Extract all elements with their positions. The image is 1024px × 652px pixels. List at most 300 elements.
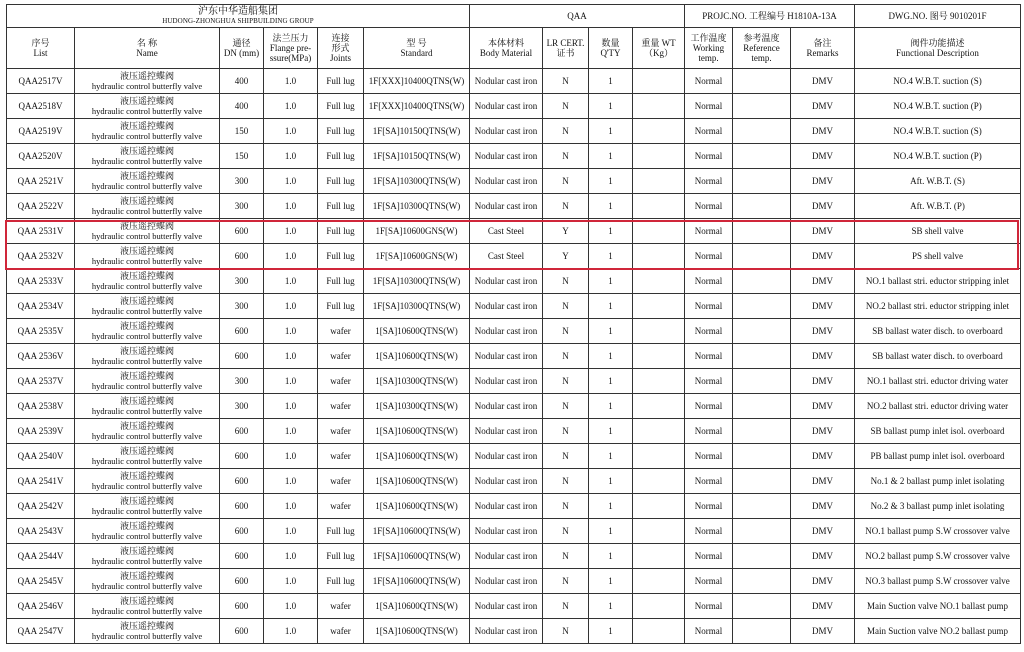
joint-type-cell: wafer	[318, 344, 364, 369]
reference-temp-cell	[733, 294, 791, 319]
list-number-cell: QAA 2535V	[7, 319, 75, 344]
valve-name-cn: 液压遥控蝶阀	[119, 446, 174, 456]
working-temp-cell: Normal	[685, 394, 733, 419]
quantity-cell: 1	[589, 244, 633, 269]
joint-type-cell: Full lug	[318, 94, 364, 119]
standard-cell: 1F[SA]10600QTNS(W)	[364, 519, 470, 544]
table-row	[7, 469, 1021, 494]
lr-cert-cell: N	[543, 419, 589, 444]
flange-pressure-cell: 1.0	[264, 94, 318, 119]
diameter-cell: 400	[220, 94, 264, 119]
lr-cert-cell: N	[543, 369, 589, 394]
weight-cell	[633, 144, 685, 169]
lr-cert-cell: N	[543, 544, 589, 569]
standard-cell: 1[SA]10600QTNS(W)	[364, 444, 470, 469]
working-temp-cell: Normal	[685, 369, 733, 394]
working-temp-cell: Normal	[685, 119, 733, 144]
valve-name-en: hydraulic control butterfly valve	[91, 481, 203, 491]
valve-name-cn: 液压遥控蝶阀	[119, 546, 174, 556]
flange-pressure-cell: 1.0	[264, 444, 318, 469]
remarks-cell: DMV	[791, 369, 855, 394]
working-temp-cell: Normal	[685, 444, 733, 469]
diameter-cell: 600	[220, 569, 264, 594]
lr-cert-cell: N	[543, 594, 589, 619]
body-material-cell: Nodular cast iron	[470, 469, 543, 494]
reference-temp-cell	[733, 544, 791, 569]
working-temp-cell: Normal	[685, 69, 733, 94]
weight-cell	[633, 519, 685, 544]
body-material-cell: Nodular cast iron	[470, 69, 543, 94]
remarks-cell: DMV	[791, 219, 855, 244]
body-material-cell: Nodular cast iron	[470, 94, 543, 119]
quantity-cell: 1	[589, 394, 633, 419]
reference-temp-cell	[733, 219, 791, 244]
reference-temp-cell	[733, 444, 791, 469]
standard-cell: 1F[SA]10600QTNS(W)	[364, 569, 470, 594]
list-number-cell: QAA 2522V	[7, 194, 75, 219]
valve-name-cell	[75, 394, 220, 419]
body-material-cell: Nodular cast iron	[470, 369, 543, 394]
standard-cell: 1[SA]10600QTNS(W)	[364, 319, 470, 344]
list-number-cell: QAA 2533V	[7, 269, 75, 294]
lr-cert-cell: N	[543, 394, 589, 419]
joint-type-cell: Full lug	[318, 544, 364, 569]
list-number-cell: QAA 2521V	[7, 169, 75, 194]
column-header-label: Name	[136, 48, 158, 58]
standard-cell: 1[SA]10600QTNS(W)	[364, 344, 470, 369]
column-header-label: 名 称	[136, 38, 158, 48]
column-header-label: Functional Description	[896, 48, 979, 58]
joint-type-cell: Full lug	[318, 119, 364, 144]
column-header	[685, 28, 733, 69]
working-temp-cell: Normal	[685, 519, 733, 544]
column-header-label: List	[33, 48, 48, 58]
column-header-label: DN (mm)	[223, 48, 260, 58]
column-header-label: 本体材料	[487, 38, 524, 48]
valve-name-cell	[75, 369, 220, 394]
body-material-cell: Nodular cast iron	[470, 194, 543, 219]
flange-pressure-cell: 1.0	[264, 419, 318, 444]
column-header	[791, 28, 855, 69]
valve-name-cn: 液压遥控蝶阀	[119, 521, 174, 531]
column-header	[543, 28, 589, 69]
function-description-cell: Main Suction valve NO.1 ballast pump	[855, 594, 1021, 619]
column-header	[220, 28, 264, 69]
lr-cert-cell: N	[543, 294, 589, 319]
column-header-label: LR CERT.	[546, 38, 585, 48]
flange-pressure-cell: 1.0	[264, 194, 318, 219]
joint-type-cell: wafer	[318, 369, 364, 394]
table-row	[7, 169, 1021, 194]
standard-cell: 1F[SA]10300QTNS(W)	[364, 169, 470, 194]
weight-cell	[633, 444, 685, 469]
table-row	[7, 344, 1021, 369]
column-header-label: Working	[692, 43, 725, 53]
column-header-label: 证书	[556, 48, 575, 58]
standard-cell: 1[SA]10600QTNS(W)	[364, 419, 470, 444]
table-row	[7, 544, 1021, 569]
column-header-label: 工作温度	[690, 33, 727, 43]
list-number-cell: QAA 2536V	[7, 344, 75, 369]
valve-name-cell	[75, 219, 220, 244]
remarks-cell: DMV	[791, 94, 855, 119]
flange-pressure-cell: 1.0	[264, 619, 318, 644]
column-header-label: 形式	[331, 43, 350, 53]
joint-type-cell: Full lug	[318, 219, 364, 244]
quantity-cell: 1	[589, 419, 633, 444]
valve-name-cell	[75, 419, 220, 444]
reference-temp-cell	[733, 94, 791, 119]
quantity-cell: 1	[589, 494, 633, 519]
table-row	[7, 269, 1021, 294]
body-material-cell: Nodular cast iron	[470, 294, 543, 319]
flange-pressure-cell: 1.0	[264, 244, 318, 269]
column-header-label: Body Material	[479, 48, 533, 58]
reference-temp-cell	[733, 569, 791, 594]
valve-name-cn: 液压遥控蝶阀	[119, 596, 174, 606]
column-header	[470, 28, 543, 69]
weight-cell	[633, 119, 685, 144]
lr-cert-cell: N	[543, 169, 589, 194]
diameter-cell: 600	[220, 619, 264, 644]
function-description-cell: PS shell valve	[855, 244, 1021, 269]
reference-temp-cell	[733, 169, 791, 194]
body-material-cell: Nodular cast iron	[470, 444, 543, 469]
system-code: QAA	[470, 5, 685, 28]
quantity-cell: 1	[589, 619, 633, 644]
flange-pressure-cell: 1.0	[264, 469, 318, 494]
valve-name-cell	[75, 544, 220, 569]
table-row	[7, 569, 1021, 594]
diameter-cell: 150	[220, 144, 264, 169]
joint-type-cell: Full lug	[318, 144, 364, 169]
list-number-cell: QAA 2547V	[7, 619, 75, 644]
column-header-label: ssure(MPa)	[269, 53, 312, 63]
quantity-cell: 1	[589, 544, 633, 569]
flange-pressure-cell: 1.0	[264, 369, 318, 394]
function-description-cell: Aft. W.B.T. (P)	[855, 194, 1021, 219]
reference-temp-cell	[733, 519, 791, 544]
valve-name-cell	[75, 344, 220, 369]
valve-name-en: hydraulic control butterfly valve	[91, 356, 203, 366]
quantity-cell: 1	[589, 219, 633, 244]
valve-name-cn: 液压遥控蝶阀	[119, 246, 174, 256]
function-description-cell: NO.3 ballast pump S.W crossover valve	[855, 569, 1021, 594]
function-description-cell: No.1 & 2 ballast pump inlet isolating	[855, 469, 1021, 494]
reference-temp-cell	[733, 244, 791, 269]
list-number-cell: QAA 2543V	[7, 519, 75, 544]
valve-name-en: hydraulic control butterfly valve	[91, 456, 203, 466]
lr-cert-cell: N	[543, 269, 589, 294]
valve-name-cell	[75, 619, 220, 644]
function-description-cell: NO.1 ballast stri. eductor stripping inlet	[855, 269, 1021, 294]
reference-temp-cell	[733, 419, 791, 444]
valve-list-table	[6, 4, 1021, 644]
function-description-cell: Main Suction valve NO.2 ballast pump	[855, 619, 1021, 644]
standard-cell: 1F[SA]10150QTNS(W)	[364, 119, 470, 144]
working-temp-cell: Normal	[685, 319, 733, 344]
table-row	[7, 144, 1021, 169]
valve-name-en: hydraulic control butterfly valve	[91, 156, 203, 166]
quantity-cell: 1	[589, 269, 633, 294]
reference-temp-cell	[733, 344, 791, 369]
diameter-cell: 600	[220, 469, 264, 494]
standard-cell: 1[SA]10300QTNS(W)	[364, 369, 470, 394]
diameter-cell: 600	[220, 594, 264, 619]
reference-temp-cell	[733, 144, 791, 169]
valve-name-cell	[75, 594, 220, 619]
valve-name-en: hydraulic control butterfly valve	[91, 231, 203, 241]
quantity-cell: 1	[589, 369, 633, 394]
standard-cell: 1[SA]10600QTNS(W)	[364, 494, 470, 519]
working-temp-cell: Normal	[685, 169, 733, 194]
lr-cert-cell: N	[543, 569, 589, 594]
valve-name-cell	[75, 94, 220, 119]
valve-name-cell	[75, 194, 220, 219]
column-header	[855, 28, 1021, 69]
valve-name-en: hydraulic control butterfly valve	[91, 81, 203, 91]
quantity-cell: 1	[589, 469, 633, 494]
function-description-cell: SB ballast pump inlet isol. overboard	[855, 419, 1021, 444]
joint-type-cell: wafer	[318, 619, 364, 644]
quantity-cell: 1	[589, 294, 633, 319]
weight-cell	[633, 69, 685, 94]
valve-name-cell	[75, 144, 220, 169]
body-material-cell: Nodular cast iron	[470, 169, 543, 194]
standard-cell: 1F[SA]10600GNS(W)	[364, 244, 470, 269]
valve-name-cell	[75, 294, 220, 319]
diameter-cell: 600	[220, 544, 264, 569]
joint-type-cell: wafer	[318, 469, 364, 494]
column-header	[589, 28, 633, 69]
valve-name-en: hydraulic control butterfly valve	[91, 106, 203, 116]
weight-cell	[633, 244, 685, 269]
reference-temp-cell	[733, 394, 791, 419]
company-cell	[7, 5, 470, 28]
diameter-cell: 300	[220, 369, 264, 394]
diameter-cell: 300	[220, 194, 264, 219]
valve-name-cell	[75, 69, 220, 94]
weight-cell	[633, 219, 685, 244]
table-row	[7, 244, 1021, 269]
reference-temp-cell	[733, 194, 791, 219]
list-number-cell: QAA 2540V	[7, 444, 75, 469]
column-header-label: Joints	[329, 53, 351, 63]
valve-name-cell	[75, 269, 220, 294]
standard-cell: 1[SA]10600QTNS(W)	[364, 619, 470, 644]
valve-name-cn: 液压遥控蝶阀	[119, 346, 174, 356]
weight-cell	[633, 394, 685, 419]
diameter-cell: 600	[220, 519, 264, 544]
quantity-cell: 1	[589, 569, 633, 594]
standard-cell: 1F[SA]10600QTNS(W)	[364, 544, 470, 569]
flange-pressure-cell: 1.0	[264, 344, 318, 369]
working-temp-cell: Normal	[685, 144, 733, 169]
weight-cell	[633, 544, 685, 569]
table-row	[7, 194, 1021, 219]
flange-pressure-cell: 1.0	[264, 269, 318, 294]
remarks-cell: DMV	[791, 69, 855, 94]
quantity-cell: 1	[589, 319, 633, 344]
working-temp-cell: Normal	[685, 269, 733, 294]
column-header	[318, 28, 364, 69]
valve-name-en: hydraulic control butterfly valve	[91, 606, 203, 616]
working-temp-cell: Normal	[685, 469, 733, 494]
reference-temp-cell	[733, 469, 791, 494]
quantity-cell: 1	[589, 344, 633, 369]
list-number-cell: QAA 2544V	[7, 544, 75, 569]
remarks-cell: DMV	[791, 344, 855, 369]
lr-cert-cell: N	[543, 69, 589, 94]
flange-pressure-cell: 1.0	[264, 169, 318, 194]
table-row	[7, 444, 1021, 469]
body-material-cell: Nodular cast iron	[470, 344, 543, 369]
working-temp-cell: Normal	[685, 544, 733, 569]
valve-name-cell	[75, 444, 220, 469]
lr-cert-cell: N	[543, 94, 589, 119]
standard-cell: 1F[SA]10150QTNS(W)	[364, 144, 470, 169]
weight-cell	[633, 294, 685, 319]
reference-temp-cell	[733, 319, 791, 344]
valve-name-cn: 液压遥控蝶阀	[119, 496, 174, 506]
project-number: PROJC.NO. 工程编号 H1810A-13A	[685, 5, 855, 28]
remarks-cell: DMV	[791, 569, 855, 594]
valve-name-cn: 液压遥控蝶阀	[119, 471, 174, 481]
body-material-cell: Nodular cast iron	[470, 544, 543, 569]
drawing-number: DWG.NO. 图号 9010201F	[855, 5, 1021, 28]
lr-cert-cell: N	[543, 194, 589, 219]
weight-cell	[633, 94, 685, 119]
joint-type-cell: Full lug	[318, 169, 364, 194]
quantity-cell: 1	[589, 444, 633, 469]
valve-name-cell	[75, 469, 220, 494]
valve-name-en: hydraulic control butterfly valve	[91, 406, 203, 416]
valve-name-en: hydraulic control butterfly valve	[91, 631, 203, 641]
function-description-cell: Aft. W.B.T. (S)	[855, 169, 1021, 194]
column-header	[7, 28, 75, 69]
standard-cell: 1F[XXX]10400QTNS(W)	[364, 94, 470, 119]
working-temp-cell: Normal	[685, 219, 733, 244]
valve-name-cn: 液压遥控蝶阀	[119, 146, 174, 156]
weight-cell	[633, 569, 685, 594]
lr-cert-cell: N	[543, 619, 589, 644]
column-header	[633, 28, 685, 69]
diameter-cell: 300	[220, 294, 264, 319]
valve-name-cn: 液压遥控蝶阀	[119, 321, 174, 331]
flange-pressure-cell: 1.0	[264, 594, 318, 619]
column-header-label: temp.	[751, 53, 772, 63]
column-header-label: temp.	[698, 53, 719, 63]
list-number-cell: QAA 2542V	[7, 494, 75, 519]
standard-cell: 1F[SA]10600GNS(W)	[364, 219, 470, 244]
standard-cell: 1F[SA]10300QTNS(W)	[364, 269, 470, 294]
column-header-label: 法兰压力	[272, 33, 309, 43]
column-header-label: Standard	[400, 48, 433, 58]
table-row	[7, 94, 1021, 119]
body-material-cell: Nodular cast iron	[470, 419, 543, 444]
body-material-cell: Nodular cast iron	[470, 144, 543, 169]
flange-pressure-cell: 1.0	[264, 294, 318, 319]
function-description-cell: NO.2 ballast pump S.W crossover valve	[855, 544, 1021, 569]
reference-temp-cell	[733, 619, 791, 644]
body-material-cell: Cast Steel	[470, 244, 543, 269]
valve-name-cell	[75, 494, 220, 519]
company-name-en: HUDONG-ZHONGHUA SHIPBUILDING GROUP	[162, 17, 314, 25]
working-temp-cell: Normal	[685, 344, 733, 369]
valve-name-en: hydraulic control butterfly valve	[91, 331, 203, 341]
reference-temp-cell	[733, 369, 791, 394]
valve-name-en: hydraulic control butterfly valve	[91, 581, 203, 591]
joint-type-cell: Full lug	[318, 244, 364, 269]
reference-temp-cell	[733, 269, 791, 294]
diameter-cell: 600	[220, 419, 264, 444]
valve-name-cn: 液压遥控蝶阀	[119, 171, 174, 181]
list-number-cell: QAA2519V	[7, 119, 75, 144]
quantity-cell: 1	[589, 94, 633, 119]
table-row	[7, 619, 1021, 644]
joint-type-cell: Full lug	[318, 294, 364, 319]
flange-pressure-cell: 1.0	[264, 319, 318, 344]
column-header-label: 重量 WT	[641, 38, 676, 48]
weight-cell	[633, 344, 685, 369]
valve-name-cn: 液压遥控蝶阀	[119, 196, 174, 206]
quantity-cell: 1	[589, 519, 633, 544]
remarks-cell: DMV	[791, 319, 855, 344]
column-header-label: 连接	[331, 33, 350, 43]
diameter-cell: 150	[220, 119, 264, 144]
remarks-cell: DMV	[791, 394, 855, 419]
joint-type-cell: Full lug	[318, 69, 364, 94]
diameter-cell: 600	[220, 219, 264, 244]
diameter-cell: 300	[220, 394, 264, 419]
valve-name-en: hydraulic control butterfly valve	[91, 556, 203, 566]
valve-name-cn: 液压遥控蝶阀	[119, 271, 174, 281]
reference-temp-cell	[733, 119, 791, 144]
valve-name-en: hydraulic control butterfly valve	[91, 531, 203, 541]
quantity-cell: 1	[589, 594, 633, 619]
column-header-row	[7, 28, 1021, 69]
function-description-cell: SB shell valve	[855, 219, 1021, 244]
flange-pressure-cell: 1.0	[264, 569, 318, 594]
valve-name-cell	[75, 169, 220, 194]
function-description-cell: NO.2 ballast stri. eductor driving water	[855, 394, 1021, 419]
function-description-cell: SB ballast water disch. to overboard	[855, 344, 1021, 369]
table-row	[7, 594, 1021, 619]
function-description-cell: NO.4 W.B.T. suction (P)	[855, 94, 1021, 119]
joint-type-cell: Full lug	[318, 519, 364, 544]
remarks-cell: DMV	[791, 244, 855, 269]
remarks-cell: DMV	[791, 169, 855, 194]
list-number-cell: QAA 2539V	[7, 419, 75, 444]
list-number-cell: QAA 2541V	[7, 469, 75, 494]
standard-cell: 1F[XXX]10400QTNS(W)	[364, 69, 470, 94]
remarks-cell: DMV	[791, 419, 855, 444]
quantity-cell: 1	[589, 69, 633, 94]
valve-name-en: hydraulic control butterfly valve	[91, 381, 203, 391]
function-description-cell: NO.1 ballast stri. eductor driving water	[855, 369, 1021, 394]
function-description-cell: NO.4 W.B.T. suction (S)	[855, 69, 1021, 94]
list-number-cell: QAA 2538V	[7, 394, 75, 419]
column-header-label: 阀件功能描述	[910, 38, 965, 48]
remarks-cell: DMV	[791, 519, 855, 544]
joint-type-cell: Full lug	[318, 569, 364, 594]
standard-cell: 1[SA]10300QTNS(W)	[364, 394, 470, 419]
body-material-cell: Nodular cast iron	[470, 619, 543, 644]
working-temp-cell: Normal	[685, 294, 733, 319]
table-row	[7, 494, 1021, 519]
table-row	[7, 119, 1021, 144]
table-row	[7, 319, 1021, 344]
